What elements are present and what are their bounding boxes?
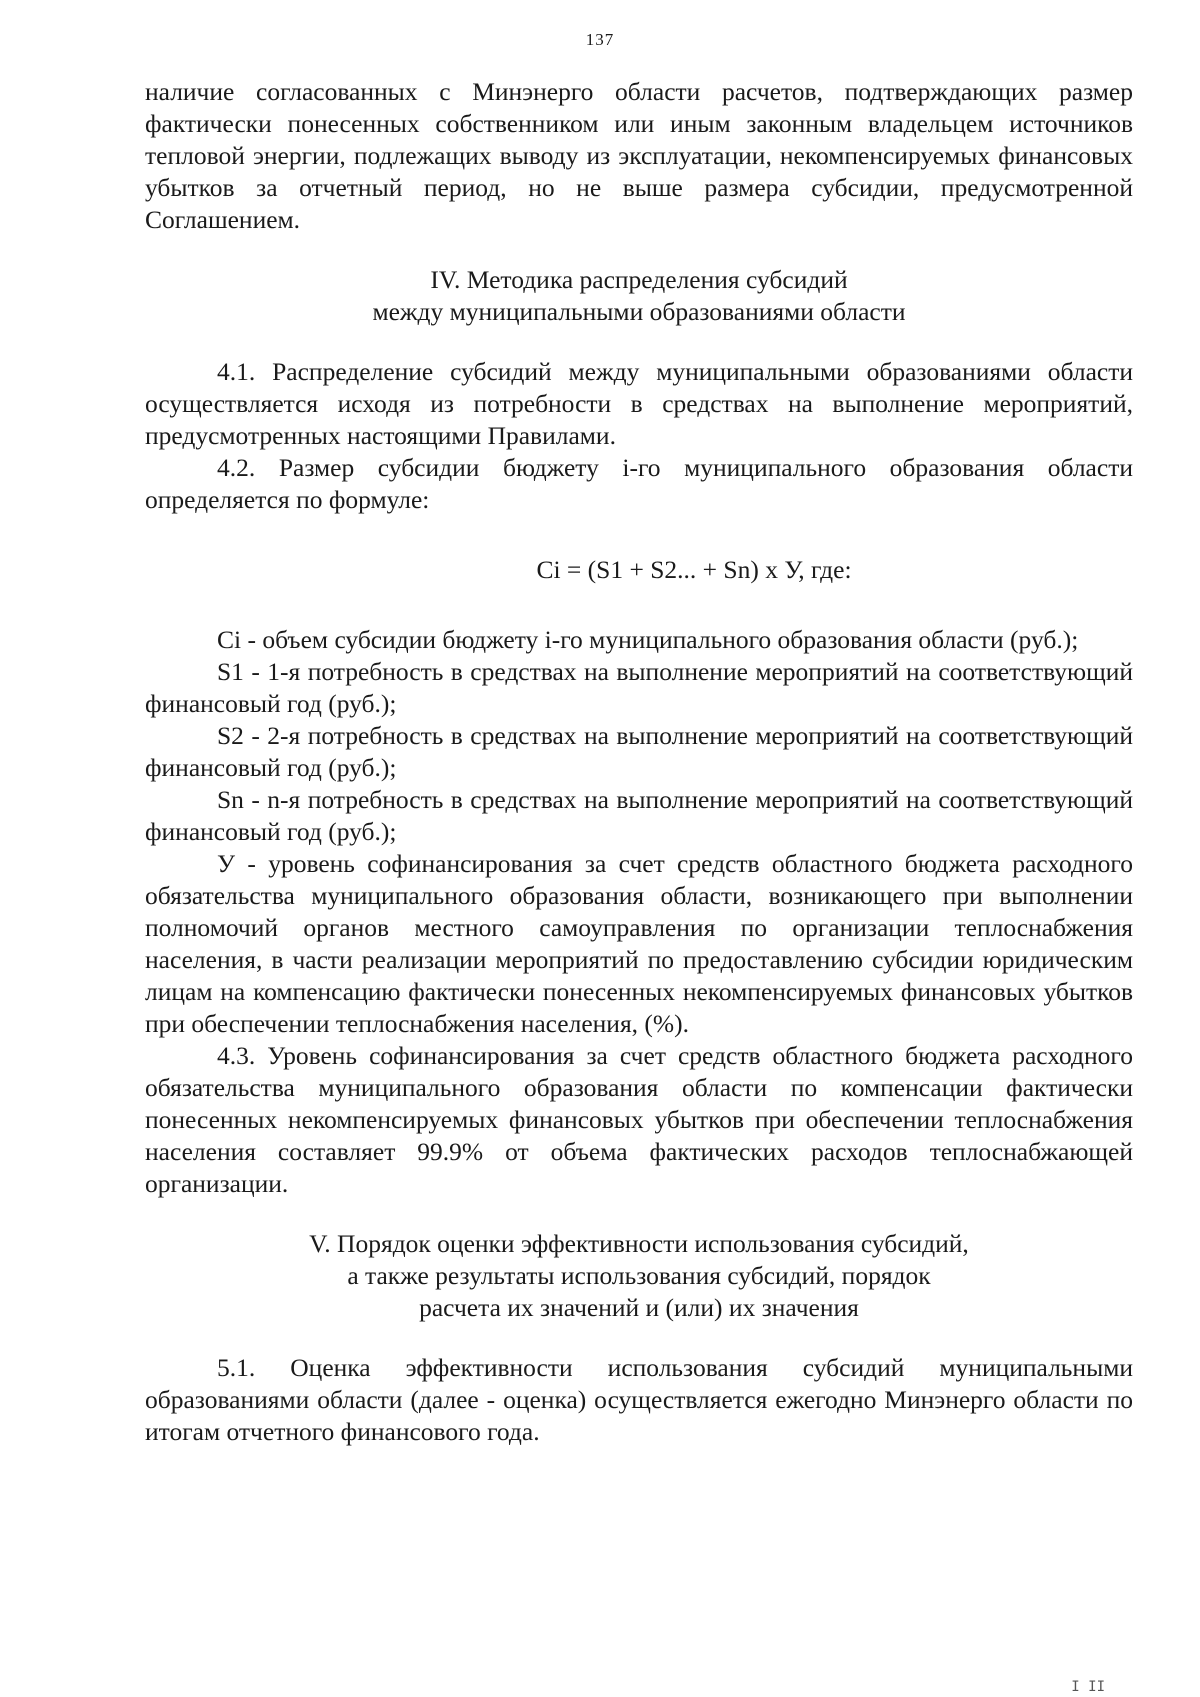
formula: Ci = (S1 + S2... + Sn) x У, где:: [536, 555, 852, 584]
section-4-title-line-2: между муниципальными образованиями области: [372, 297, 906, 326]
document-body: [145, 76, 1133, 1448]
scan-corner-mark: I II: [1071, 1679, 1105, 1695]
paragraph-4-1: 4.1. Распределение субсидий между муниципальными образованиями области осуществляется исходя из потребности в средствах на выполнение мероприятий, предусмотренных настоящими Правилами.: [145, 357, 1133, 450]
paragraph-4-3: 4.3. Уровень софинансирования за счет средств областного бюджета расходного обязательства муниципального образования области по компенсации фактически понесенных некомпенсируемых финансовых убытков при обеспечении теплоснабжения населения составляет 99.9% от объема фактических расходов теплоснабжающей организации.: [145, 1041, 1133, 1198]
definition-u: У - уровень софинансирования за счет средств областного бюджета расходного обязательства муниципального образования области, возникающего при выполнении полномочий органов местного самоуправления по организации теплоснабжения населения, в части реализации мероприятий по предоставлению субсидии юридическим лицам на компенсацию фактически понесенных некомпенсируемых финансовых убытков при обеспечении теплоснабжения населения, (%).: [145, 849, 1133, 1038]
paragraph-5-1: 5.1. Оценка эффективности использования субсидий муниципальными образованиями области (далее - оценка) осуществляется ежегодно Минэнерго области по итогам отчетного финансового года.: [145, 1353, 1133, 1446]
definition-s2: S2 - 2-я потребность в средствах на выполнение мероприятий на соответствующий финансовый год (руб.);: [145, 721, 1133, 782]
definition-s1: S1 - 1-я потребность в средствах на выполнение мероприятий на соответствующий финансовый год (руб.);: [145, 657, 1133, 718]
section-5-title-line-3: расчета их значений и (или) их значения: [419, 1293, 859, 1322]
intro-paragraph: наличие согласованных с Минэнерго области расчетов, подтверждающих размер фактически понесенных собственником или иным законным владельцем источников тепловой энергии, подлежащих выводу из эксплуатации, некомпенсируемых финансовых убытков за отчетный период, но не выше размера субсидии, предусмотренной Соглашением.: [145, 77, 1133, 234]
definition-sn: Sn - n-я потребность в средствах на выполнение мероприятий на соответствующий финансовый год (руб.);: [145, 785, 1133, 846]
section-4-title-line-1: IV. Методика распределения субсидий: [430, 265, 848, 294]
paragraph-4-2: 4.2. Размер субсидии бюджету i-го муниципального образования области определяется по формуле:: [145, 453, 1133, 514]
page-number: 137: [585, 30, 615, 49]
definition-ci: Ci - объем субсидии бюджету i-го муниципального образования области (руб.);: [217, 625, 1079, 654]
section-5-title-line-2: а также результаты использования субсидий, порядок: [347, 1261, 931, 1290]
section-5-title-line-1: V. Порядок оценки эффективности использования субсидий,: [309, 1229, 969, 1258]
section-5-heading: [145, 1228, 1133, 1324]
section-4-heading: [145, 264, 1133, 328]
